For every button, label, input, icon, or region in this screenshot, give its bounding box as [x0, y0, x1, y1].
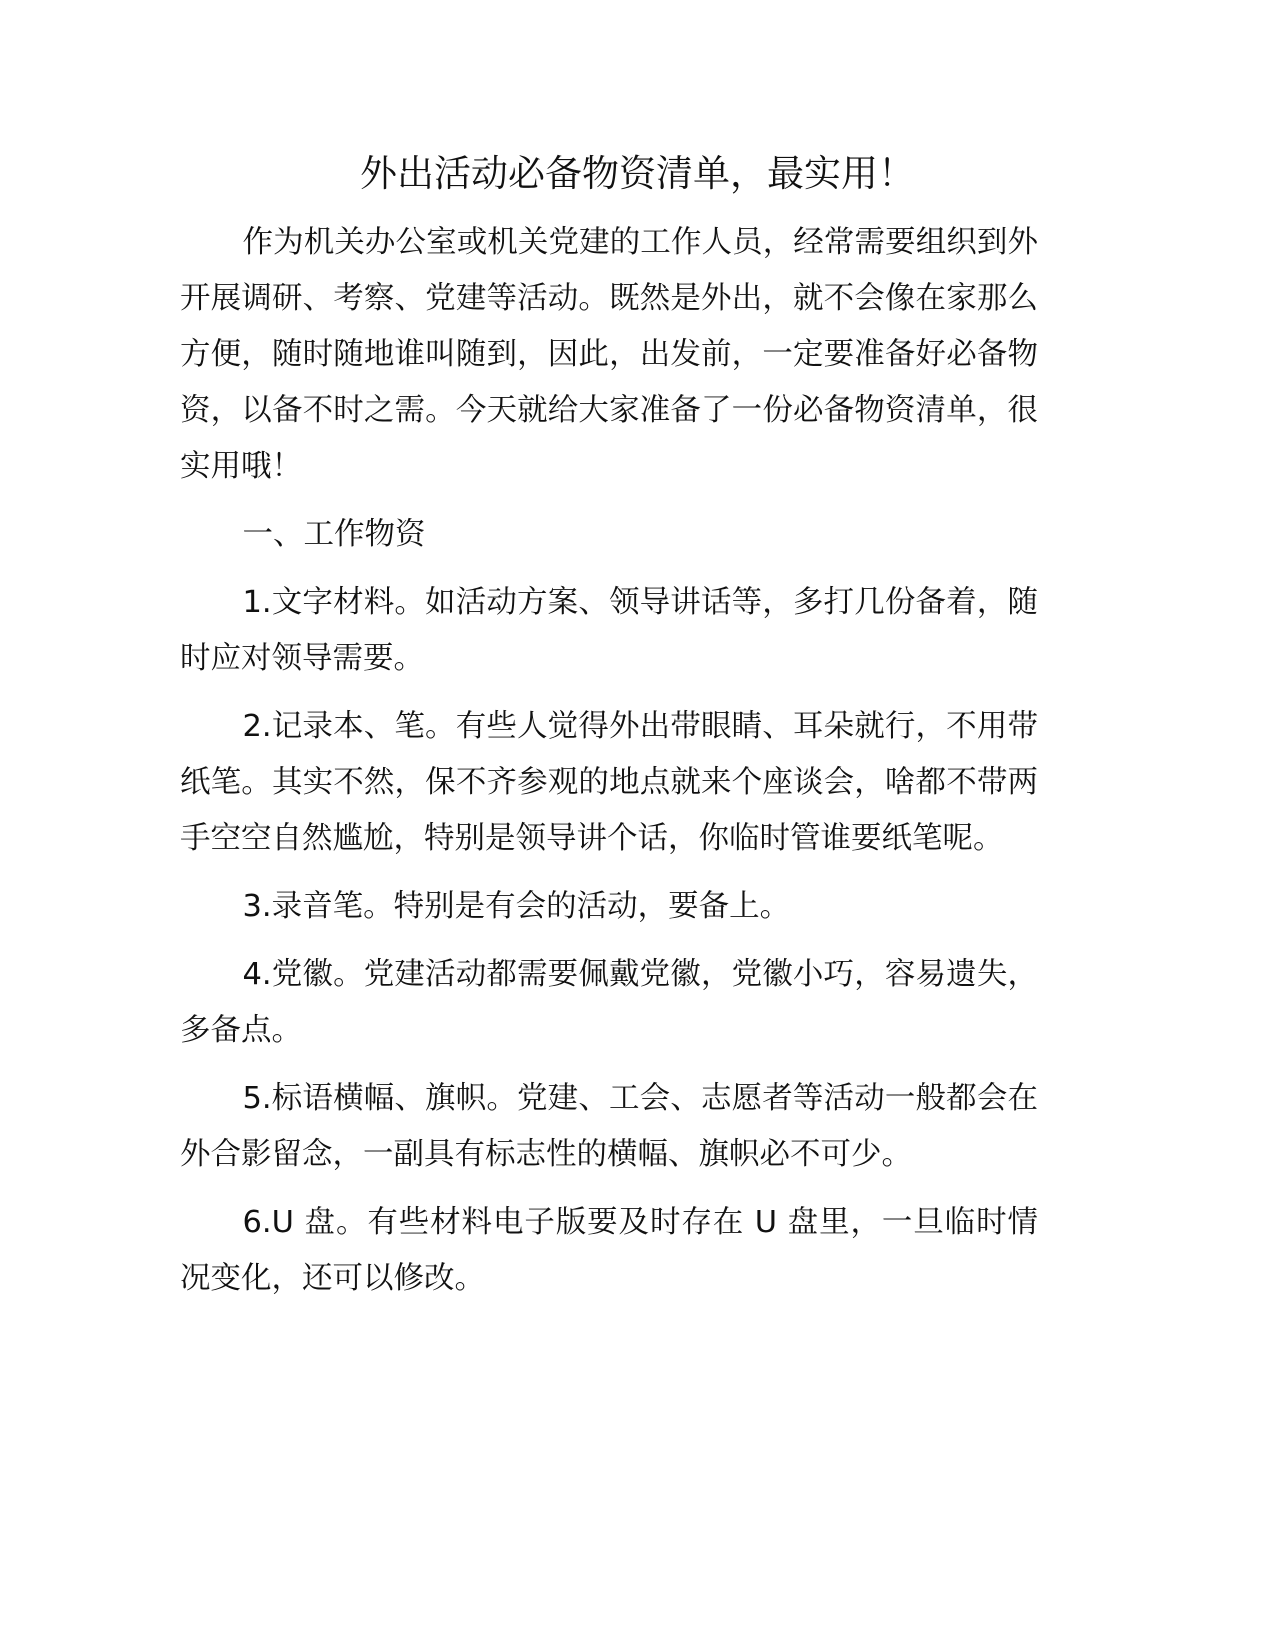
list-item-banners-flags: 5.标语横幅、旗帜。党建、工会、志愿者等活动一般都会在外合影留念，一副具有标志性的横幅、旗帜必不可少。: [180, 1081, 1038, 1172]
list-item-text-materials: 1.文字材料。如活动方案、领导讲话等，多打几份备着，随时应对领导需要。: [180, 585, 1038, 676]
list-item-notebook-pen: 2.记录本、笔。有些人觉得外出带眼睛、耳朵就行，不用带纸笔。其实不然，保不齐参观的地点就来个座谈会，啥都不带两手空空自然尴尬，特别是领导讲个话，你临时管谁要纸笔呢。: [180, 709, 1038, 856]
document-title: 外出活动必备物资清单，最实用！: [360, 152, 915, 195]
list-item-voice-recorder: 3.录音笔。特别是有会的活动，要备上。: [242, 889, 791, 924]
list-item-usb-drive: 6.U 盘。有些材料电子版要及时存在 U 盘里，一旦临时情况变化，还可以修改。: [180, 1205, 1038, 1296]
document-body: [180, 215, 1038, 1319]
intro-paragraph: 作为机关办公室或机关党建的工作人员，经常需要组织到外开展调研、考察、党建等活动。既然是外出，就不会像在家那么方便，随时随地谁叫随到，因此，出发前，一定要准备好必备物资，以备不时之需。今天就给大家准备了一份必备物资清单，很实用哦！: [180, 225, 1038, 484]
section-heading-work-supplies: 一、工作物资: [242, 517, 426, 552]
list-item-party-badge: 4.党徽。党建活动都需要佩戴党徽，党徽小巧，容易遗失，多备点。: [180, 957, 1038, 1048]
